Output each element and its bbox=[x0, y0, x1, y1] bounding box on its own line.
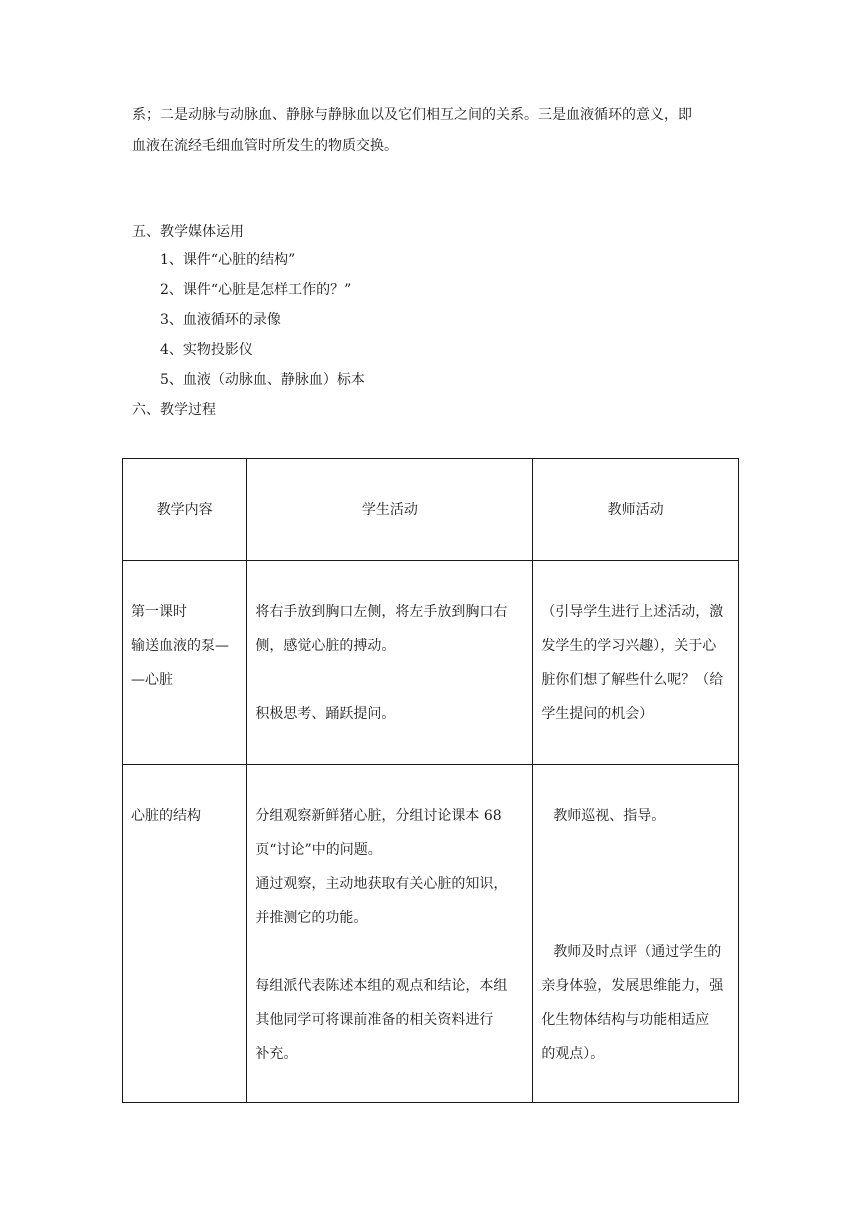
header-student-activity: 学生活动 bbox=[247, 459, 533, 561]
intro-paragraph bbox=[132, 100, 732, 162]
row1-student bbox=[247, 561, 533, 765]
cell-line: 通过观察，主动地获取有关心脏的知识， bbox=[255, 876, 508, 892]
cell-line: 第一课时 bbox=[131, 604, 187, 620]
cell-line: 补充。 bbox=[255, 1046, 298, 1062]
cell-line: 页“讨论”中的问题。 bbox=[255, 842, 382, 858]
media-list-item: 1、课件“心脏的结构” bbox=[160, 252, 296, 268]
cell-line: 学生提问的机会） bbox=[541, 706, 654, 722]
row2-teacher bbox=[533, 765, 739, 1103]
cell-line: （引导学生进行上述活动，激 bbox=[541, 604, 724, 620]
cell-line: 输送血液的泵— bbox=[131, 638, 229, 654]
table-row bbox=[123, 561, 739, 765]
cell-line: 教师巡视、指导。 bbox=[553, 808, 666, 824]
intro-line-2: 血液在流经毛细血管时所发生的物质交换。 bbox=[132, 138, 398, 154]
table-row bbox=[123, 765, 739, 1103]
row2-student bbox=[247, 765, 533, 1103]
teaching-process-table bbox=[122, 458, 739, 1103]
row1-teacher bbox=[533, 561, 739, 765]
cell-line: 分组观察新鲜猪心脏，分组讨论课本 68 bbox=[255, 808, 502, 824]
media-list-item: 5、血液（动脉血、静脉血）标本 bbox=[160, 372, 365, 388]
media-list-item: 2、课件“心脏是怎样工作的？” bbox=[160, 282, 352, 298]
media-list bbox=[160, 250, 365, 400]
row2-content bbox=[123, 765, 247, 1103]
cell-line: 其他同学可将课前准备的相关资料进行 bbox=[255, 1012, 494, 1028]
header-content: 教学内容 bbox=[123, 459, 247, 561]
section-6-heading: 六、教学过程 bbox=[132, 402, 216, 418]
cell-line: 心脏的结构 bbox=[131, 808, 201, 824]
cell-line: 将右手放到胸口左侧，将左手放到胸口右 bbox=[255, 604, 508, 620]
cell-line: 脏你们想了解些什么呢？（给 bbox=[541, 672, 724, 688]
cell-line: 化生物体结构与功能相适应 bbox=[541, 1012, 710, 1028]
cell-line: 积极思考、踊跃提问。 bbox=[255, 706, 396, 722]
cell-line: 教师及时点评（通过学生的 bbox=[553, 944, 722, 960]
cell-line: 每组派代表陈述本组的观点和结论，本组 bbox=[255, 978, 508, 994]
cell-line: 侧，感觉心脏的搏动。 bbox=[255, 638, 396, 654]
cell-line: 的观点）。 bbox=[541, 1046, 605, 1062]
cell-line: 并推测它的功能。 bbox=[255, 910, 368, 926]
header-teacher-activity: 教师活动 bbox=[533, 459, 739, 561]
cell-line: —心脏 bbox=[131, 672, 173, 688]
intro-line-1: 系；二是动脉与动脉血、静脉与静脉血以及它们相互之间的关系。三是血液循环的意义，即 bbox=[132, 107, 692, 123]
cell-line: 亲身体验，发展思维能力，强 bbox=[541, 978, 724, 994]
table-header-row bbox=[123, 459, 739, 561]
media-list-item: 4、实物投影仪 bbox=[160, 342, 253, 358]
media-list-item: 3、血液循环的录像 bbox=[160, 312, 281, 328]
cell-line: 发学生的学习兴趣），关于心 bbox=[541, 638, 717, 654]
row1-content bbox=[123, 561, 247, 765]
section-5-heading: 五、教学媒体运用 bbox=[132, 224, 244, 240]
